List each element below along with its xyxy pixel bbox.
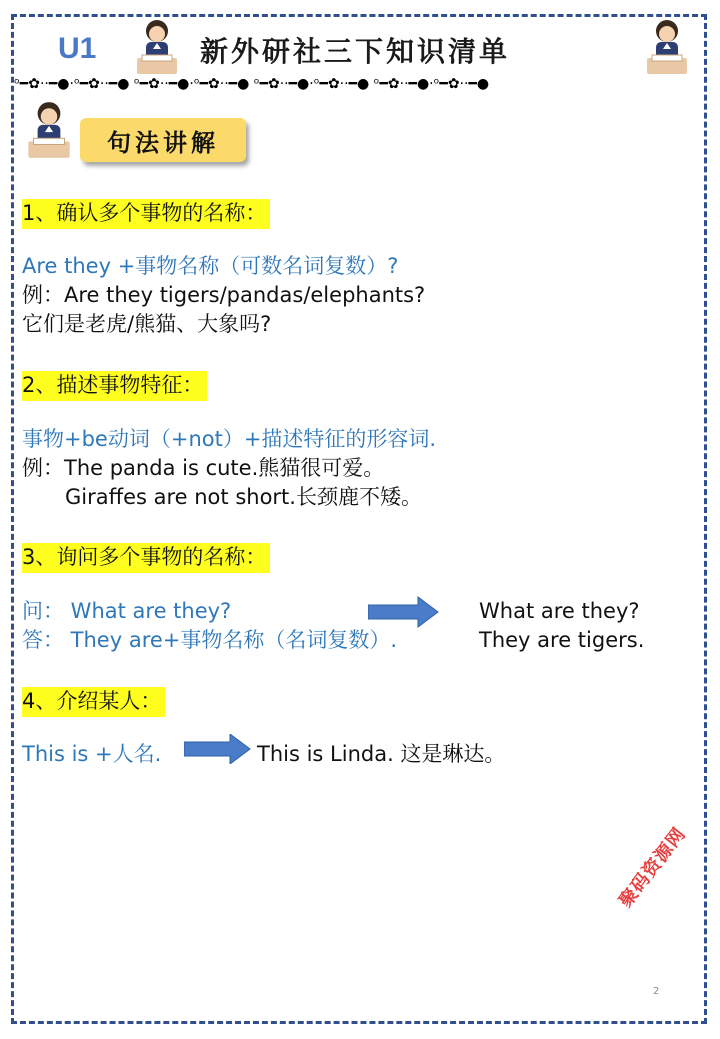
watermark: 聚码资源网 (615, 823, 691, 912)
example-sentence: This is Linda. 这是琳达。 (257, 742, 506, 766)
example-sentence: Giraffes are not short.长颈鹿不矮。 (65, 485, 422, 509)
page-title: 新外研社三下知识清单 (200, 35, 511, 68)
example-sentence: 例：Are they tigers/pandas/elephants? (22, 283, 426, 307)
student-reading-icon (134, 18, 180, 76)
example-sentence: 例：The panda is cute.熊猫很可爱。 (22, 456, 385, 480)
student-reading-icon (24, 100, 74, 160)
section-heading: 2、描述事物特征： (22, 371, 207, 401)
example-answer: They are tigers. (479, 628, 645, 652)
sentence-pattern: This is +人名. (22, 742, 162, 766)
section-heading: 1、确认多个事物的名称： (22, 199, 270, 229)
sentence-pattern: 事物+be动词（+not）+描述特征的形容词. (22, 427, 437, 451)
unit-label: U1 (58, 32, 97, 65)
example-translation: 它们是老虎/熊猫、大象吗? (22, 312, 272, 336)
page-number: 2 (653, 986, 660, 997)
page-border (11, 14, 707, 1024)
arrow-right-icon (368, 596, 440, 628)
answer-pattern: 答： They are+事物名称（名词复数）. (22, 628, 398, 652)
decorative-divider: ᵒ━✿··━●·ᵒ━✿··━● ᵒ━✿··━●·ᵒ━✿··━● ᵒ━✿··━●·ᵒ━✿··━● ᵒ━✿··━●·ᵒ━✿··━● (14, 76, 490, 92)
example-question: What are they? (479, 599, 640, 623)
section-heading: 4、介绍某人： (22, 687, 165, 717)
question-pattern: 问： What are they? (22, 599, 232, 623)
arrow-right-icon (184, 734, 252, 764)
sentence-pattern: Are they +事物名称（可数名词复数）? (22, 254, 399, 278)
section-badge: 句法讲解 (80, 118, 246, 162)
section-heading: 3、询问多个事物的名称： (22, 543, 270, 573)
student-reading-icon (644, 18, 690, 76)
